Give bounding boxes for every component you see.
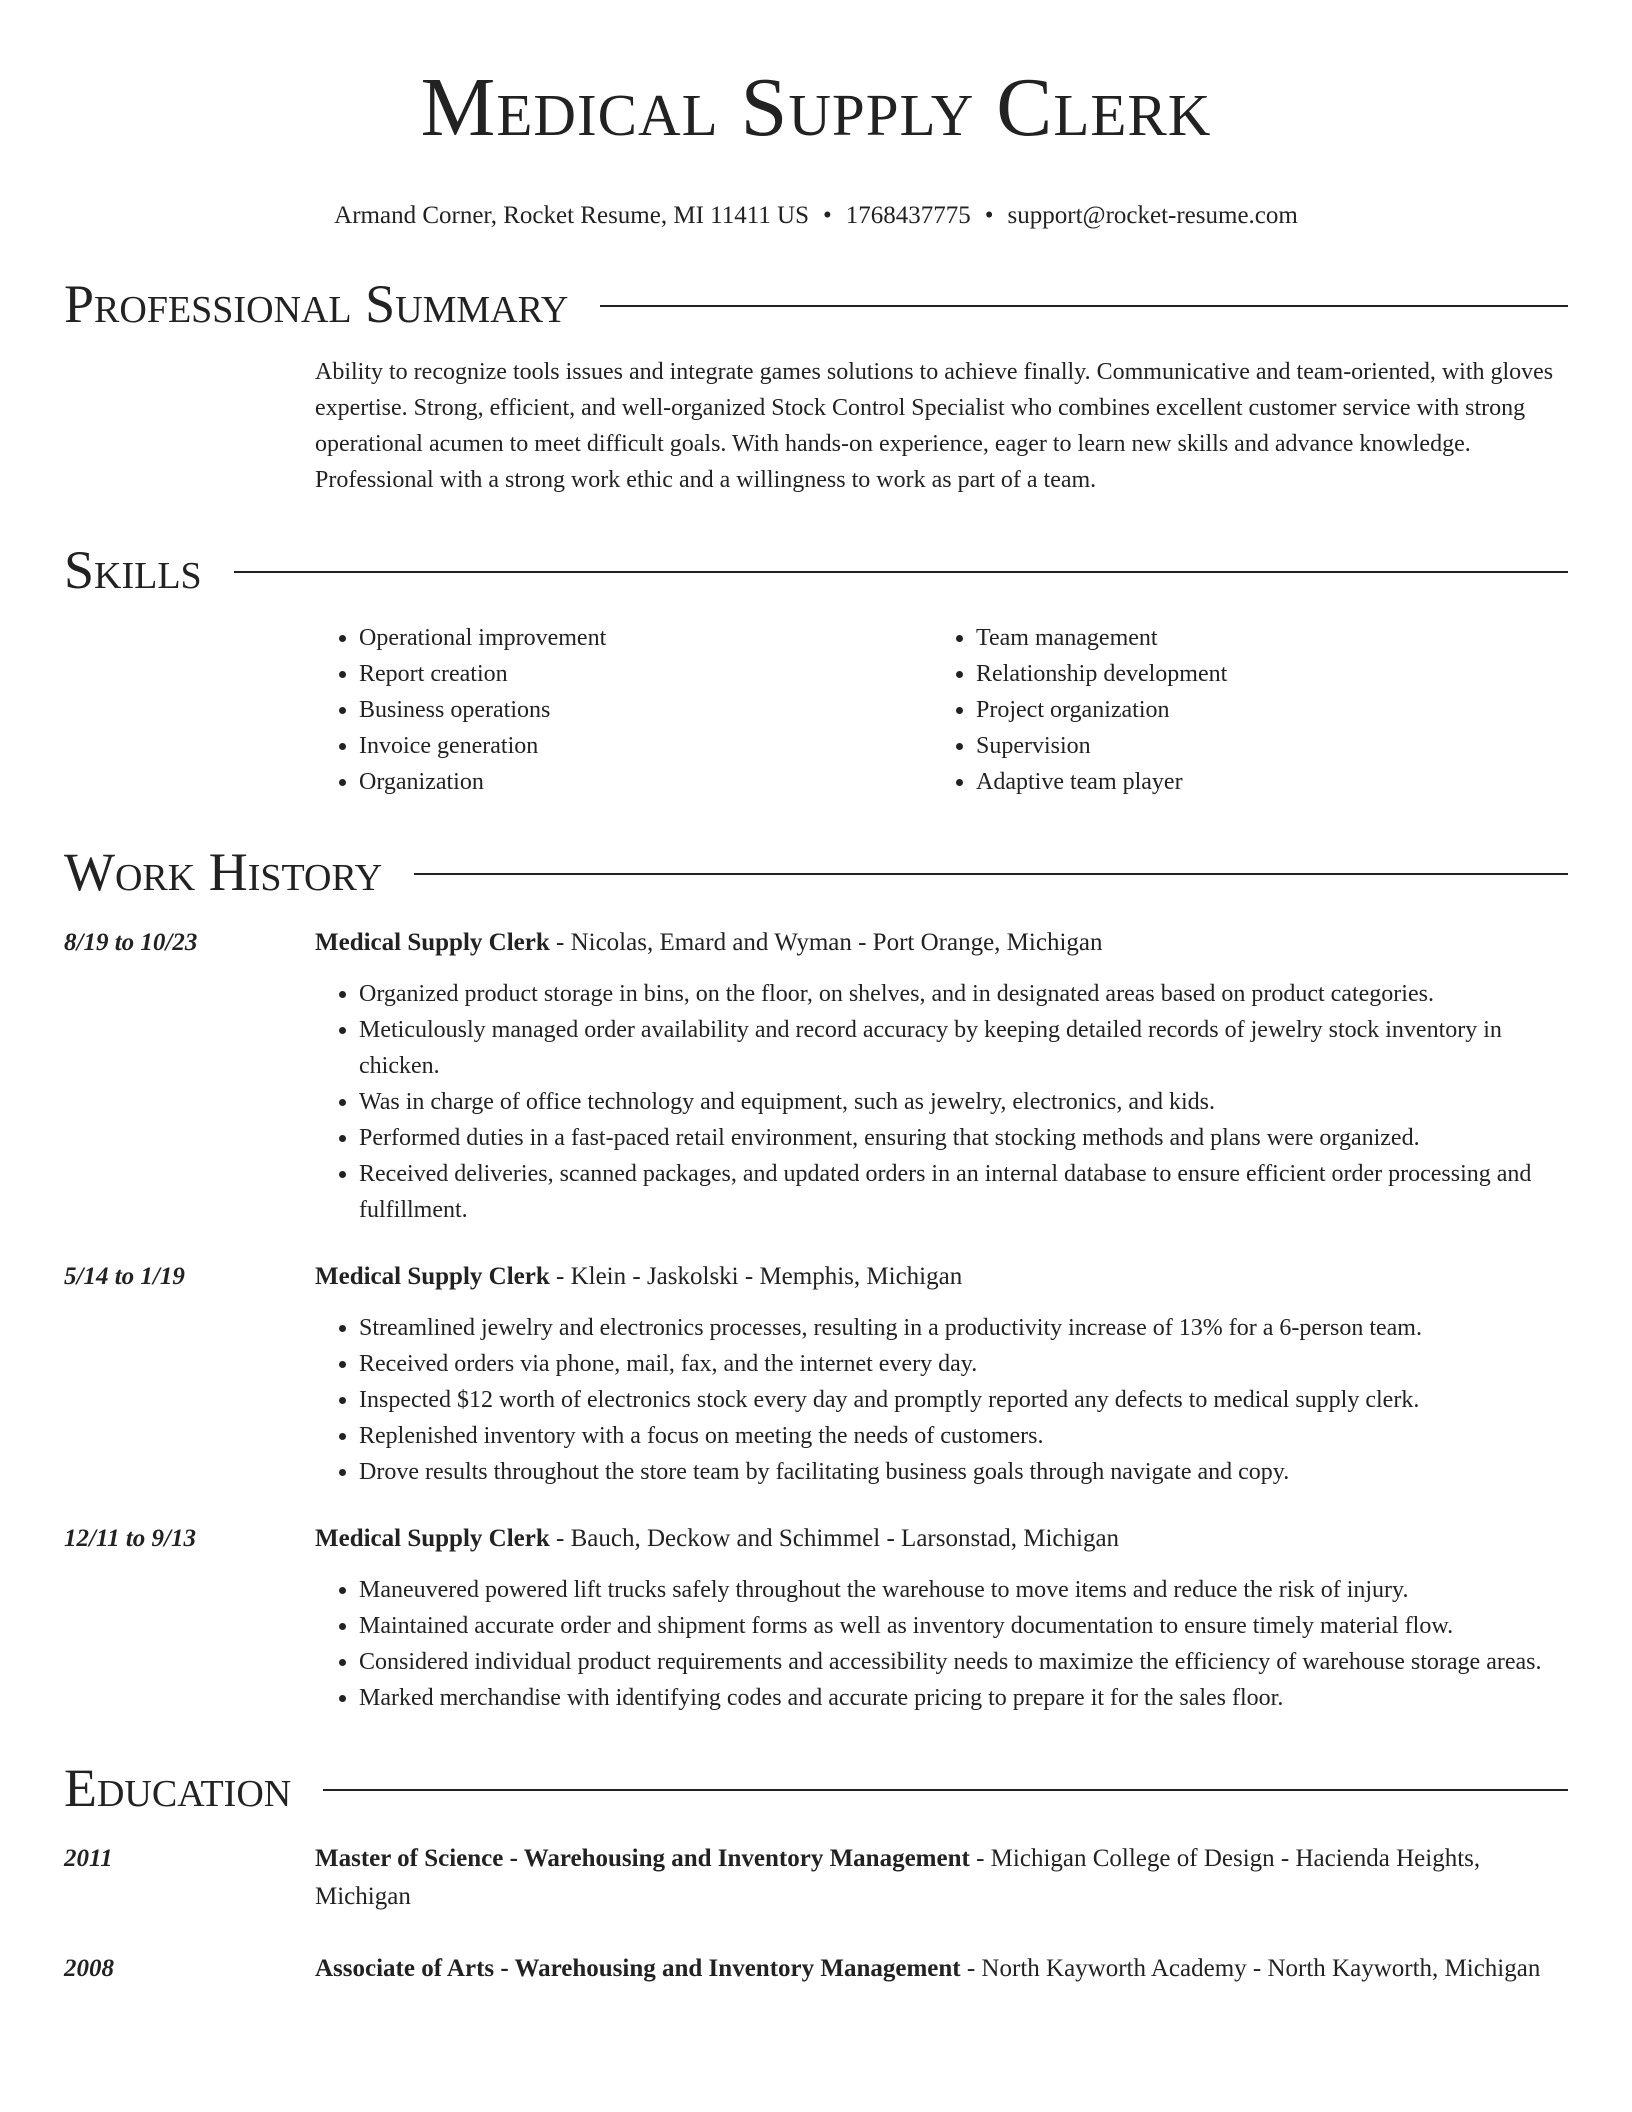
job-bullet: • Streamlined jewelry and electronics processes, resulting in a productivity increase of 13% for a 6-person team. [359,1310,1568,1346]
skill-item: • Project organization [976,692,1549,728]
job-bullet: • Marked merchandise with identifying codes and accurate pricing to prepare it for the sales floor. [359,1680,1568,1716]
education-section-header [64,1756,1568,1820]
skill-item: • Adaptive team player [976,764,1549,800]
work-section-header [64,840,1568,904]
section-title: Work History [64,842,383,902]
contact-line [64,200,1568,232]
job-heading [315,1258,1568,1296]
job-body [315,1520,1568,1716]
skill-item: • Report creation [359,656,932,692]
skills-list [315,620,1568,800]
education-details: - Michigan College of Design - Hacienda Heights, Michigan [315,1845,1481,1910]
job-bullets [315,1310,1568,1490]
job-dates: 5/14 to 1/19 [64,1263,185,1290]
resume-name: Medical Supply Clerk [420,61,1212,154]
education-details: - North Kayworth Academy - North Kayworth, Michigan [960,1955,1541,1982]
job-dates: 8/19 to 10/23 [64,929,198,956]
job-role: Medical Supply Clerk [315,929,550,956]
job-bullet: • Inspected $12 worth of electronics stock every day and promptly reported any defects to medical supply clerk. [359,1382,1568,1418]
job-bullet: • Meticulously managed order availability and record accuracy by keeping detailed records of jewelry stock inventory in chicken. [359,1012,1568,1084]
contact-separator: • [984,202,994,229]
job-dates: 12/11 to 9/13 [64,1525,196,1552]
summary-text: Ability to recognize tools issues and integrate games solutions to achieve finally. Communicative and team-oriented, with gloves expertise. Strong, efficient, and well-organized Stock Control Specialist who combines excellent customer service with strong operational acumen to meet difficult goals. With hands-on experience, eager to learn new skills and advance knowledge. Professional with a strong work ethic and a willingness to work as part of a team. [315,359,1554,493]
job-role: Medical Supply Clerk [315,1263,550,1290]
job-bullet: • Performed duties in a fast-paced retail environment, ensuring that stocking methods and plans were organized. [359,1120,1568,1156]
contact-email: support@rocket-resume.com [1007,202,1298,229]
education-heading [315,1840,1568,1916]
job-bullet: • Considered individual product requirements and accessibility needs to maximize the efficiency of warehouse storage areas. [359,1644,1568,1680]
job-bullet: • Received orders via phone, mail, fax, and the internet every day. [359,1346,1568,1382]
education-body [315,1840,1568,1916]
section-title: Education [64,1758,292,1818]
skill-item: • Operational improvement [359,620,932,656]
job-role: Medical Supply Clerk [315,1525,550,1552]
job-bullet: • Maintained accurate order and shipment forms as well as inventory documentation to ensure timely material flow. [359,1608,1568,1644]
contact-phone: 1768437775 [845,202,971,229]
education-year: 2011 [64,1845,113,1872]
education-entry [64,1950,1568,1988]
skills-column-right [932,620,1549,800]
job-entry [64,1520,1568,1716]
contact-separator: • [823,202,832,229]
education-degree: Master of Science - Warehousing and Inventory Management [315,1845,970,1872]
job-heading [315,924,1568,962]
job-entry [64,924,1568,1228]
job-details: - Klein - Jaskolski - Memphis, Michigan [549,1263,963,1290]
job-bullet: • Replenished inventory with a focus on meeting the needs of customers. [359,1418,1568,1454]
section-title: Skills [64,540,202,600]
section-divider [234,571,1568,573]
skill-item: • Business operations [359,692,932,728]
job-bullet: • Organized product storage in bins, on the floor, on shelves, and in designated areas based on product categories. [359,976,1568,1012]
job-bullet: • Maneuvered powered lift trucks safely throughout the warehouse to move items and reduce the risk of injury. [359,1572,1568,1608]
skill-item: • Relationship development [976,656,1549,692]
contact-address: Armand Corner, Rocket Resume, MI 11411 US [334,202,810,229]
job-bullet: • Was in charge of office technology and equipment, such as jewelry, electronics, and kids. [359,1084,1568,1120]
job-details: - Bauch, Deckow and Schimmel - Larsonstad, Michigan [549,1525,1120,1552]
section-divider [414,873,1568,875]
job-body [315,924,1568,1228]
education-heading [315,1950,1568,1988]
job-bullets [315,1572,1568,1716]
skill-item: • Organization [359,764,932,800]
job-entry [64,1258,1568,1490]
job-bullet: • Drove results throughout the store team by facilitating business goals through navigate and copy. [359,1454,1568,1490]
skills-column-left [315,620,932,800]
education-body [315,1950,1568,1988]
skill-item: • Team management [976,620,1549,656]
job-heading [315,1520,1568,1558]
education-year: 2008 [64,1955,114,1982]
job-body [315,1258,1568,1490]
skill-item: • Invoice generation [359,728,932,764]
education-entry [64,1840,1568,1916]
skills-section-header [64,538,1568,602]
skill-item: • Supervision [976,728,1549,764]
section-divider [600,305,1568,307]
job-bullets [315,976,1568,1228]
summary-section-header [64,272,1568,336]
section-divider [323,1789,1568,1791]
section-title: Professional Summary [64,274,569,334]
job-bullet: • Received deliveries, scanned packages, and updated orders in an internal database to ensure efficient order processing and fulfillment. [359,1156,1568,1228]
education-degree: Associate of Arts - Warehousing and Inventory Management [315,1955,961,1982]
job-details: - Nicolas, Emard and Wyman - Port Orange, Michigan [549,929,1103,956]
